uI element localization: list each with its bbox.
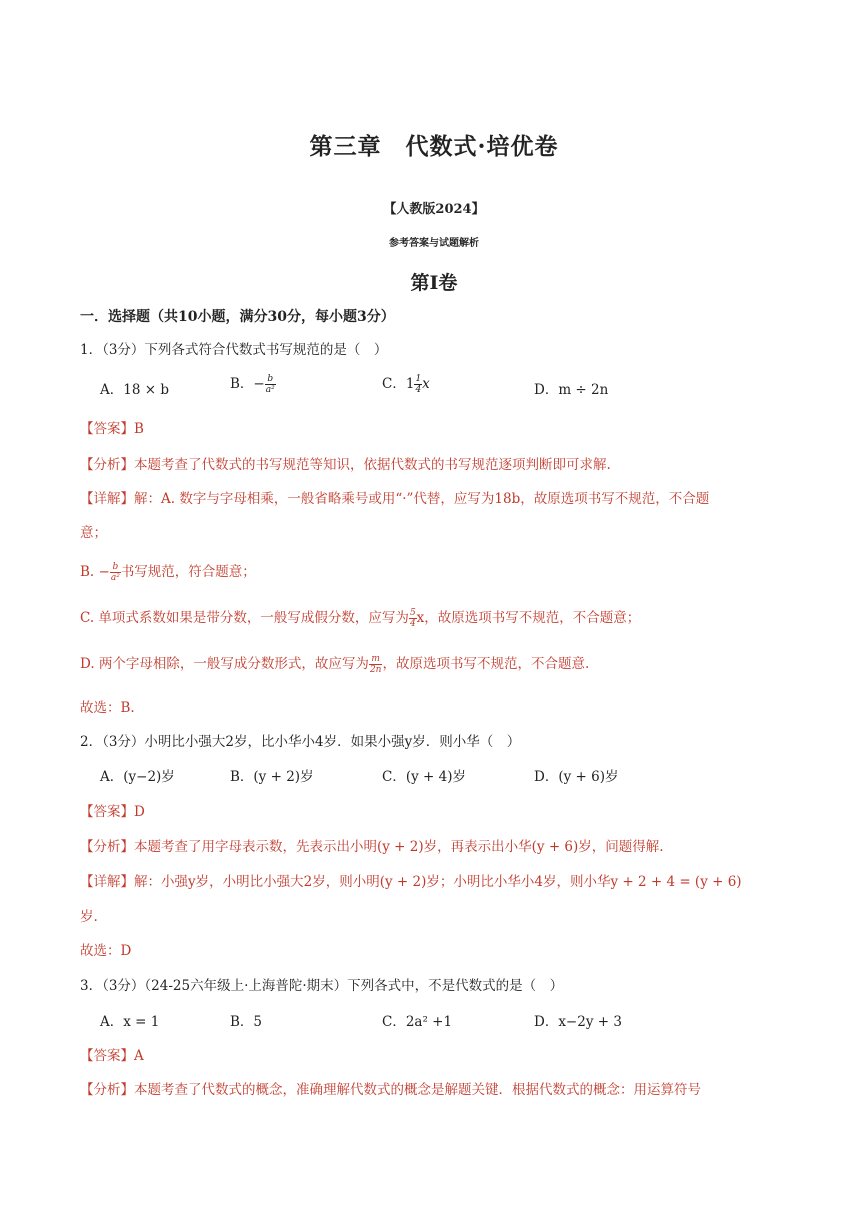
- question-1-option-c: [382, 372, 430, 395]
- option-b-numerator: b: [265, 374, 276, 385]
- question-2-option-a: A．(y−2)岁: [100, 769, 175, 785]
- detail-b-fraction: [110, 562, 121, 583]
- question-3-option-a: A．x = 1: [100, 1014, 160, 1030]
- detail-b-numerator: b: [110, 562, 121, 573]
- detail-b-denominator: a²: [110, 573, 120, 583]
- detail-b-suffix: 书写规范，符合题意；: [120, 564, 256, 580]
- detail-d-numerator: m: [369, 654, 383, 665]
- question-1-option-a: A．18 × b: [100, 382, 169, 398]
- question-3-option-d: D．x−2y + 3: [534, 1014, 622, 1030]
- detail-c-prefix: C. 单项式系数如果是带分数，一般写成假分数，应写为: [80, 610, 409, 626]
- question-3-answer: 【答案】A: [80, 1048, 144, 1064]
- detail-d-fraction: [369, 654, 383, 675]
- question-1-detail-a: 【详解】解：A. 数字与字母相乘，一般省略乘号或用“·”代替，应写为18b，故原选项书写不规范，不合题: [80, 491, 710, 507]
- question-1-choice: 故选：B.: [80, 700, 135, 716]
- section-heading: 一．选择题（共10小题，满分30分，每小题3分）: [80, 309, 395, 325]
- edition-label: 【人教版2024】: [383, 202, 485, 217]
- option-b-denominator: a²: [265, 385, 275, 395]
- option-b-sign: −: [253, 376, 265, 392]
- question-1-detail-b: [80, 560, 256, 583]
- detail-d-prefix: D. 两个字母相除，一般写成分数形式，故应写为: [80, 656, 369, 672]
- question-1-detail-c: [80, 606, 640, 629]
- question-1-answer: 【答案】B: [80, 421, 144, 437]
- question-3-analysis: 【分析】本题考查了代数式的概念，准确理解代数式的概念是解题关键．根据代数式的概念：用运算符号: [80, 1082, 701, 1098]
- question-2-option-d: D．(y + 6)岁: [534, 769, 619, 785]
- question-3-option-b: B．5: [230, 1014, 263, 1030]
- detail-c-numerator: 5: [409, 608, 416, 618]
- question-3-option-c: C．2a² +1: [382, 1014, 453, 1030]
- detail-c-fraction: [409, 608, 417, 629]
- option-c-denominator: 4: [415, 385, 422, 395]
- question-2-choice: 故选：D: [80, 943, 132, 959]
- option-c-whole: 1: [405, 376, 415, 392]
- question-2-detail-cont: 岁.: [80, 909, 98, 925]
- question-2-detail: 【详解】解：小强y岁，小明比小强大2岁，则小明(y + 2)岁；小明比小华小4岁，则小华y + 2 + 4 = (y + 6): [80, 874, 742, 890]
- question-2-option-c: C．(y + 4)岁: [382, 769, 466, 785]
- question-1-stem: 1．（3分）下列各式符合代数式书写规范的是（ ）: [80, 342, 388, 358]
- option-c-numerator: 1: [415, 374, 422, 384]
- option-c-fraction: [414, 374, 422, 395]
- page-title: 第三章 代数式·培优卷: [309, 133, 559, 160]
- option-b-fraction: [265, 374, 276, 395]
- question-2-stem: 2．（3分）小明比小强大2岁，比小华小4岁．如果小强y岁．则小华（ ）: [80, 734, 521, 750]
- question-3-stem: 3．（3分）（24-25六年级上·上海普陀·期末）下列各式中，不是代数式的是（ ）: [80, 978, 564, 994]
- option-c-label: C．: [382, 376, 406, 392]
- question-1-detail-a-cont: 意；: [80, 525, 107, 541]
- detail-d-suffix: ，故原选项书写不规范，不合题意.: [382, 656, 590, 672]
- volume-heading: 第Ⅰ卷: [410, 272, 458, 294]
- subtitle: 参考答案与试题解析: [389, 238, 479, 249]
- question-1-option-d: D．m ÷ 2n: [534, 382, 609, 398]
- option-c-variable: x: [422, 376, 430, 392]
- question-2-option-b: B．(y + 2)岁: [230, 769, 314, 785]
- detail-c-denominator: 4: [409, 619, 416, 629]
- question-2-answer: 【答案】D: [80, 804, 145, 820]
- detail-c-suffix: x，故原选项书写不规范，不合题意；: [416, 610, 641, 626]
- detail-d-denominator: 2n: [369, 665, 382, 675]
- question-1-analysis: 【分析】本题考查了代数式的书写规范等知识，依据代数式的书写规范逐项判断即可求解.: [80, 457, 611, 473]
- question-1-detail-d: [80, 652, 589, 675]
- detail-b-prefix: B. −: [80, 564, 110, 580]
- question-2-analysis: 【分析】本题考查了用字母表示数，先表示出小明(y + 2)岁，再表示出小华(y + 6)岁，问题得解.: [80, 839, 664, 855]
- option-b-label: B．: [230, 376, 254, 392]
- question-1-option-b: [230, 372, 276, 395]
